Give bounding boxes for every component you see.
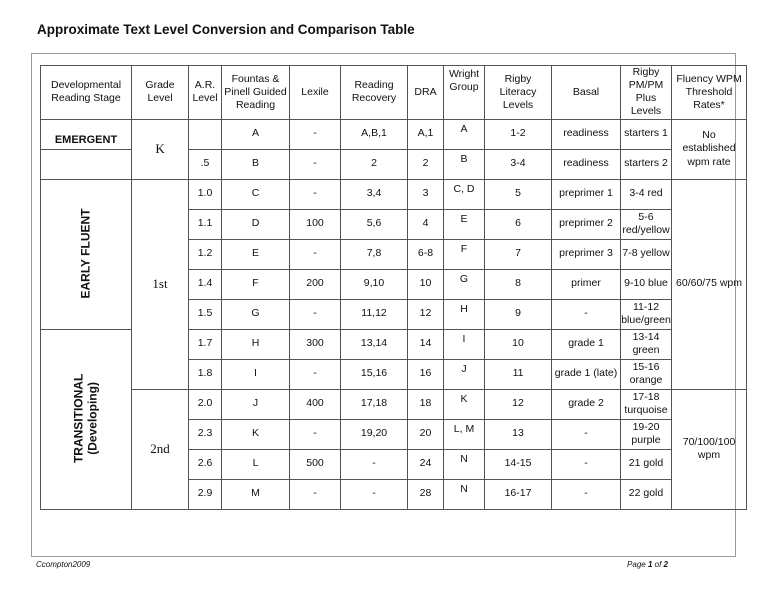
cell-lexile: -	[290, 419, 341, 449]
cell-ar: 2.9	[189, 479, 222, 509]
cell-fp: D	[222, 209, 290, 239]
cell-ar: 1.4	[189, 269, 222, 299]
cell-ar: 1.0	[189, 179, 222, 209]
cell-lexile: -	[290, 119, 341, 149]
cell-ar: 1.2	[189, 239, 222, 269]
footer-page-total: 2	[663, 560, 668, 569]
cell-rr: 9,10	[341, 269, 408, 299]
cell-dra: 18	[408, 389, 444, 419]
cell-rigbypm: starters 1	[621, 119, 672, 149]
cell-rigbypm: starters 2	[621, 149, 672, 179]
footer-page-num: 1	[647, 560, 653, 569]
cell-rr: 17,18	[341, 389, 408, 419]
footer-author: Ccompton2009	[36, 560, 91, 569]
cell-rigby: 13	[485, 419, 552, 449]
grade-2nd: 2nd	[132, 389, 189, 509]
cell-rr: 13,14	[341, 329, 408, 359]
header-rigby: Rigby Literacy Levels	[485, 66, 552, 120]
cell-rigbypm: 7-8 yellow	[621, 239, 672, 269]
table-row	[41, 389, 747, 419]
cell-fp: A	[222, 119, 290, 149]
cell-rigby: 14-15	[485, 449, 552, 479]
cell-wright: L, M	[444, 419, 485, 449]
cell-fp: I	[222, 359, 290, 389]
cell-wright: G	[444, 269, 485, 299]
cell-wright: E	[444, 209, 485, 239]
wpm-first: 60/60/75 wpm	[672, 179, 747, 389]
cell-basal: preprimer 2	[552, 209, 621, 239]
cell-lexile: 100	[290, 209, 341, 239]
grade-1st: 1st	[132, 179, 189, 389]
cell-lexile: 300	[290, 329, 341, 359]
cell-dra: 2	[408, 149, 444, 179]
cell-basal: primer	[552, 269, 621, 299]
cell-dra: 28	[408, 479, 444, 509]
cell-lexile: -	[290, 179, 341, 209]
cell-ar: 2.6	[189, 449, 222, 479]
cell-dra: 20	[408, 419, 444, 449]
cell-wright: K	[444, 389, 485, 419]
cell-rigby: 5	[485, 179, 552, 209]
cell-fp: C	[222, 179, 290, 209]
cell-lexile: 400	[290, 389, 341, 419]
cell-wright: N	[444, 479, 485, 509]
cell-rigby: 7	[485, 239, 552, 269]
cell-rigby: 10	[485, 329, 552, 359]
header-row	[41, 66, 747, 120]
table-row	[41, 119, 747, 149]
cell-rigbypm: 5-6 red/yellow	[621, 209, 672, 239]
cell-fp: J	[222, 389, 290, 419]
cell-fp: G	[222, 299, 290, 329]
header-wpm: Fluency WPM Threshold Rates*	[672, 66, 747, 120]
cell-rigby: 9	[485, 299, 552, 329]
cell-rigbypm: 3-4 red	[621, 179, 672, 209]
cell-rigby: 16-17	[485, 479, 552, 509]
stage-transitional-sub: (Developing)	[86, 382, 101, 455]
cell-lexile: -	[290, 239, 341, 269]
cell-rr: -	[341, 449, 408, 479]
cell-rigbypm: 19-20 purple	[621, 419, 672, 449]
cell-lexile: -	[290, 299, 341, 329]
grade-k: K	[132, 119, 189, 179]
cell-fp: E	[222, 239, 290, 269]
cell-rigbypm: 17-18 turquoise	[621, 389, 672, 419]
cell-rr: 15,16	[341, 359, 408, 389]
cell-dra: 24	[408, 449, 444, 479]
cell-rr: 19,20	[341, 419, 408, 449]
cell-basal: -	[552, 419, 621, 449]
stage-early-fluent	[41, 179, 132, 329]
page-title: Approximate Text Level Conversion and Comparison Table	[37, 22, 415, 37]
footer-page-of: of	[654, 560, 662, 569]
cell-wright: B	[444, 149, 485, 179]
cell-wright: F	[444, 239, 485, 269]
cell-dra: 6-8	[408, 239, 444, 269]
footer-page	[627, 560, 668, 569]
header-rr: Reading Recovery	[341, 66, 408, 120]
cell-fp: F	[222, 269, 290, 299]
stage-early-fluent-label: EARLY FLUENT	[78, 208, 93, 299]
cell-basal: grade 1 (late)	[552, 359, 621, 389]
cell-dra: 16	[408, 359, 444, 389]
cell-rigbypm: 22 gold	[621, 479, 672, 509]
cell-fp: M	[222, 479, 290, 509]
stage-emergent-blank	[41, 149, 132, 179]
cell-ar: .5	[189, 149, 222, 179]
footer-page-prefix: Page	[627, 560, 646, 569]
cell-dra: A,1	[408, 119, 444, 149]
stage-transitional	[41, 329, 132, 509]
cell-dra: 3	[408, 179, 444, 209]
header-rigbypm: Rigby PM/PM Plus Levels	[621, 66, 672, 120]
cell-rigbypm: 13-14 green	[621, 329, 672, 359]
header-lexile: Lexile	[290, 66, 341, 120]
cell-rr: 5,6	[341, 209, 408, 239]
cell-lexile: -	[290, 359, 341, 389]
cell-rigbypm: 11-12 blue/green	[621, 299, 672, 329]
cell-lexile: 500	[290, 449, 341, 479]
cell-dra: 10	[408, 269, 444, 299]
cell-wright: J	[444, 359, 485, 389]
cell-rr: 3,4	[341, 179, 408, 209]
cell-ar: 2.3	[189, 419, 222, 449]
cell-fp: L	[222, 449, 290, 479]
cell-basal: -	[552, 299, 621, 329]
stage-transitional-label	[72, 374, 101, 463]
header-ar: A.R. Level	[189, 66, 222, 120]
stage-transitional-title: TRANSITIONAL	[71, 373, 86, 464]
cell-rigby: 6	[485, 209, 552, 239]
header-stage: Developmental Reading Stage	[41, 66, 132, 120]
cell-fp: K	[222, 419, 290, 449]
cell-rigbypm: 15-16 orange	[621, 359, 672, 389]
cell-dra: 4	[408, 209, 444, 239]
cell-ar: 1.5	[189, 299, 222, 329]
cell-dra: 14	[408, 329, 444, 359]
cell-rigbypm: 21 gold	[621, 449, 672, 479]
cell-dra: 12	[408, 299, 444, 329]
cell-rigby: 8	[485, 269, 552, 299]
cell-wright: C, D	[444, 179, 485, 209]
cell-rr: 2	[341, 149, 408, 179]
cell-basal: preprimer 1	[552, 179, 621, 209]
cell-rr: -	[341, 479, 408, 509]
cell-lexile: -	[290, 479, 341, 509]
header-wright: Wright Group	[444, 66, 485, 120]
header-basal: Basal	[552, 66, 621, 120]
table-row	[41, 179, 747, 209]
cell-basal: grade 2	[552, 389, 621, 419]
cell-basal: preprimer 3	[552, 239, 621, 269]
cell-rr: A,B,1	[341, 119, 408, 149]
cell-rigby: 1-2	[485, 119, 552, 149]
header-fp: Fountas & Pinell Guided Reading	[222, 66, 290, 120]
cell-basal: grade 1	[552, 329, 621, 359]
stage-emergent: EMERGENT	[41, 119, 132, 149]
cell-wright: A	[444, 119, 485, 149]
cell-rigby: 11	[485, 359, 552, 389]
cell-lexile: 200	[290, 269, 341, 299]
wpm-second: 70/100/100 wpm	[672, 389, 747, 509]
cell-basal: -	[552, 449, 621, 479]
cell-wright: N	[444, 449, 485, 479]
cell-rigbypm: 9-10 blue	[621, 269, 672, 299]
cell-ar: 1.7	[189, 329, 222, 359]
cell-wright: I	[444, 329, 485, 359]
cell-rigby: 3-4	[485, 149, 552, 179]
cell-ar: 1.1	[189, 209, 222, 239]
cell-rr: 7,8	[341, 239, 408, 269]
cell-fp: H	[222, 329, 290, 359]
cell-basal: readiness	[552, 149, 621, 179]
header-grade: Grade Level	[132, 66, 189, 120]
cell-basal: -	[552, 479, 621, 509]
cell-rigby: 12	[485, 389, 552, 419]
cell-lexile: -	[290, 149, 341, 179]
wpm-none: No established wpm rate	[672, 119, 747, 179]
cell-rr: 11,12	[341, 299, 408, 329]
cell-basal: readiness	[552, 119, 621, 149]
cell-ar: 2.0	[189, 389, 222, 419]
cell-wright: H	[444, 299, 485, 329]
header-dra: DRA	[408, 66, 444, 120]
cell-fp: B	[222, 149, 290, 179]
cell-ar: 1.8	[189, 359, 222, 389]
cell-ar	[189, 119, 222, 149]
conversion-table	[40, 65, 747, 510]
